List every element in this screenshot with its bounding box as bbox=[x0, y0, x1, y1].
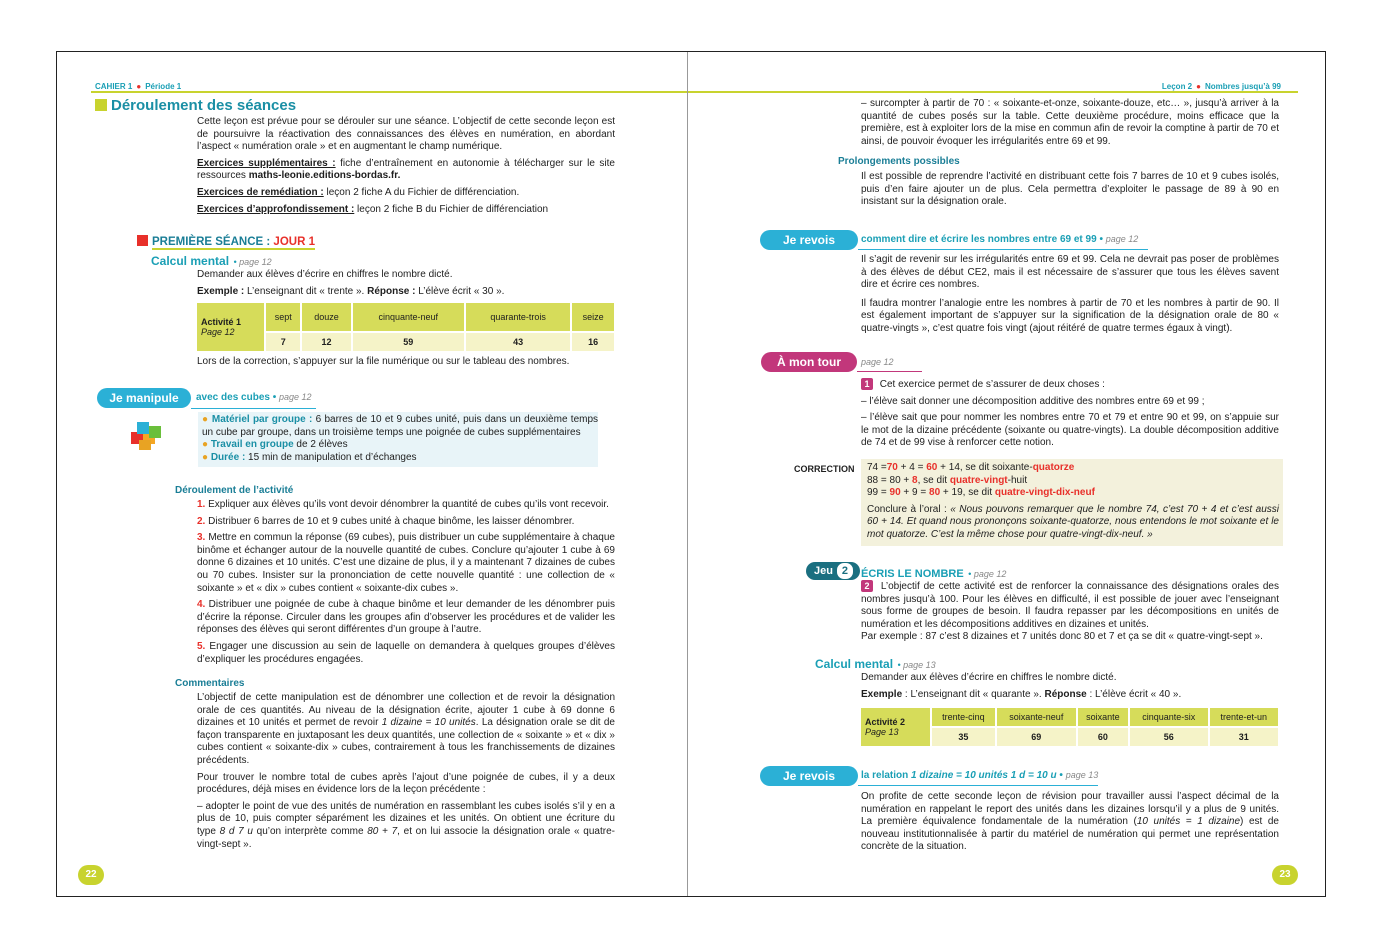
calcul-mental-text: Demander aux élèves d’écrire en chiffres le nombre dicté. Exemple : L’enseignant dit « trente ». Réponse : L’élève écrit « 30 ». bbox=[197, 269, 505, 297]
header-periode: Période 1 bbox=[145, 82, 182, 91]
remed-line: Exercices de remédiation : leçon 2 fiche A du Fichier de différenciation. bbox=[197, 186, 520, 198]
correction-label: CORRECTION bbox=[794, 464, 855, 474]
amontour-page: page 12 bbox=[861, 357, 894, 367]
page-number-left: 22 bbox=[78, 865, 104, 885]
table1-word: cinquante-neuf bbox=[353, 303, 465, 331]
table2-value: 35 bbox=[932, 728, 995, 746]
activity-table-2: Activité 2 Page 13 trente-cinq soixante-neuf soixante cinquante-six trente-et-un 35 69 60 56 31 bbox=[859, 706, 1280, 748]
left-header: CAHIER 1 ● Période 1 bbox=[95, 82, 182, 91]
table2-value: 31 bbox=[1210, 728, 1278, 746]
table1-word: sept bbox=[266, 303, 300, 331]
cubes-icon bbox=[129, 420, 163, 452]
table2-word: trente-et-un bbox=[1210, 708, 1278, 726]
commentaires-title: Commentaires bbox=[175, 678, 245, 689]
right-page bbox=[688, 52, 1325, 896]
seance-title: PREMIÈRE SÉANCE : JOUR 1 bbox=[137, 235, 315, 248]
revois2-text: On profite de cette seconde leçon de révision pour travailler aussi l’aspect décimal de la numération en rappelant le report des unités dans les dizaines lorsqu’il y a plus de 9 unités. La première équivalence fondamentale de la numération (10 unités = 1 dizaine) est de nouveau institutionnalisée à partir du matériel de numération qui permet une représentation concrète de la situation. bbox=[861, 791, 1279, 853]
revois2-link: la relation 1 dizaine = 10 unités 1 d = 10 u • page 13 bbox=[861, 770, 1099, 781]
materiel-box: ● Matériel par groupe : 6 barres de 10 et 9 cubes unité, puis dans un deuxième temps un cube par groupe, dans un troisième temps une poignée de cubes supplémentaires ● Travail en groupe de 2 élèves ● Durée : 15 min de manipulation et d’échanges bbox=[198, 412, 598, 467]
je-revois-pill: Je revois bbox=[760, 230, 858, 250]
revois1-link: comment dire et écrire les nombres entre 69 et 99 • page 12 bbox=[861, 234, 1139, 245]
jeu-badge: Jeu 2 bbox=[806, 562, 860, 580]
calcul-mental-text-2: Demander aux élèves d’écrire en chiffres le nombre dicté. Exemple : L’enseignant dit « quarante ». Réponse : L’élève écrit « 40 ». bbox=[861, 672, 1182, 700]
right-header: Leçon 2 ● Nombres jusqu’à 99 bbox=[1161, 82, 1281, 91]
exercise-2: 2 L’objectif de cette activité est de renforcer la connaissance des désignations orales des nombres jusqu’à 100. Pour les élèves en difficulté, il est possible de jouer avec l’enseignant sous forme de groupes de besoin. Il faudra repasser par les décompositions en unités de numération et les décompositions additives en dizaines et unités. Par exemple : 87 c’est 8 dizaines et 7 unités donc 80 et 7 et ça se dit « quatre-vingt-sept ». bbox=[861, 581, 1279, 643]
page-number-right: 23 bbox=[1272, 865, 1298, 885]
table1-value: 12 bbox=[302, 333, 350, 351]
step-item: 2. Distribuer 6 barres de 10 et 9 cubes unité à chaque binôme, les laisser dénombrer. bbox=[197, 515, 575, 527]
prolongements-title: Prolongements possibles bbox=[838, 156, 960, 167]
exercise-2-badge: 2 bbox=[861, 580, 873, 592]
top-text: – surcompter à partir de 70 : « soixante-et-onze, soixante-douze, etc… », jusqu’à arriver à la quantité de cubes posés sur la table. Cette deuxième procédure, moins efficace que la première, est à exploiter lors de la mise en commun afin de revoir la comptine à partir de 70 et ainsi, de pouvoir évoquer les irrégularités entre 69 et 99. bbox=[861, 98, 1279, 147]
site-link[interactable]: maths-leonie.editions-bordas.fr. bbox=[248, 170, 401, 182]
activity-table-1: Activité 1 Page 12 sept douze cinquante-neuf quarante-trois seize 7 12 59 43 16 bbox=[195, 301, 616, 353]
exercise-1: 1 Cet exercice permet de s’assurer de deux choses : – l’élève sait donner une décomposition additive des nombres entre 69 et 99 ; – l’élève sait que pour nommer les nombres entre 70 et 79 et entre 90 et 99, on s’appuie sur le mot de la dizaine précédente (soixante ou quatre-vingts). La double décomposition additive de 74 et de 99 vise à renforcer cette notion. bbox=[861, 379, 1279, 449]
table2-word: cinquante-six bbox=[1130, 708, 1208, 726]
steps-list bbox=[197, 499, 615, 666]
table1-value: 7 bbox=[266, 333, 300, 351]
table1-word: quarante-trois bbox=[466, 303, 570, 331]
intro-text: Cette leçon est prévue pour se dérouler sur une séance. L’objectif de cette seconde leçon est de poursuivre la réactivation des connaissances des élèves en numération, en abordant l’aspect « numération orale » et en augmentant le champ numérique. bbox=[197, 116, 615, 153]
table1-value: 16 bbox=[572, 333, 614, 351]
header-rule bbox=[91, 91, 687, 93]
step-item: 4. Distribuer une poignée de cube à chaque binôme et leur demander de les dénombrer puis d’écrire la réponse. Circuler dans les groupes afin d’observer les procédures et de valider les réponses des élèves qui seront différentes d’un groupe à l’autre. bbox=[197, 599, 615, 636]
table1-word: douze bbox=[302, 303, 350, 331]
correction-note: Lors de la correction, s’appuyer sur la file numérique ou sur le tableau des nombres. bbox=[197, 356, 570, 367]
step-item: 1. Expliquer aux élèves qu’ils vont devoir dénombrer la quantité de cubes qu’ils vont recevoir. bbox=[197, 499, 609, 510]
left-page bbox=[57, 52, 687, 896]
je-revois-pill-2: Je revois bbox=[760, 766, 858, 786]
exercise-1-badge: 1 bbox=[861, 378, 873, 390]
book-spread bbox=[56, 51, 1326, 897]
table2-value: 56 bbox=[1130, 728, 1208, 746]
table2-value: 60 bbox=[1078, 728, 1128, 746]
manipule-link: avec des cubes • page 12 bbox=[196, 392, 312, 403]
revois1-text: Il s’agit de revenir sur les irrégularités entre 69 et 99. Cela ne devrait pas poser de problèmes à des élèves de début CE2, mais il est nécessaire de s’assurer que tous les élèves savent dire et écrire ces nombres. Il faudra montrer l’analogie entre les nombres à partir de 70 et les nombres à partir de 90. Il est également important de s’appuyer sur la signification de la désignation orale de 80 « quatre-vingts », c’est quatre fois vingt (ajout réitéré de quatre termes égaux à vingt). bbox=[861, 254, 1279, 334]
table2-word: trente-cinq bbox=[932, 708, 995, 726]
header-cahier: CAHIER 1 bbox=[95, 82, 133, 91]
correction-box: 74 =70 + 4 = 60 + 14, se dit soixante-quatorze 88 = 80 + 8, se dit quatre-vingt-huit 99 = 90 + 9 = 80 + 19, se dit quatre-vingt-dix-neuf Conclure à l’oral : « Nous pouvons remarquer que le nombre 74, c’est 70 + 4 et c’est aussi 60 + 14. Et quand nous prononçons soixante-quatorze, nous entendons le mot soixante et le mot quatorze. C’est la même chose pour quatre-vingt-dix-neuf. » bbox=[861, 459, 1283, 546]
prolongements-text: Il est possible de reprendre l’activité en distribuant cette fois 7 barres de 10 et 9 cubes isolés, puis d’en faire ajouter un de plus. Cela permettra d’exploiter le passage de 89 à 90 en insistant sur la désignation orale. bbox=[861, 171, 1279, 208]
appro-line: Exercices d’approfondissement : leçon 2 fiche B du Fichier de différenciation bbox=[197, 203, 549, 215]
supp-line: Exercices supplémentaires : fiche d’entraînement en autonomie à télécharger sur le site ressources maths-leonie.editions-bordas.fr. bbox=[197, 157, 615, 182]
je-manipule-pill: Je manipule bbox=[97, 388, 191, 408]
table1-value: 59 bbox=[353, 333, 465, 351]
calcul-mental-title: Calcul mental • page 12 bbox=[151, 254, 272, 268]
step-item: 5. Engager une discussion au sein de laquelle on demandera à quelques groupes d’élèves d’expliquer les procédures engagées. bbox=[197, 640, 615, 665]
table2-word: soixante-neuf bbox=[997, 708, 1076, 726]
table2-value: 69 bbox=[997, 728, 1076, 746]
intro-block bbox=[197, 116, 615, 216]
deroulement-title: Déroulement de l’activité bbox=[175, 485, 294, 496]
table1-word: seize bbox=[572, 303, 614, 331]
calcul-mental-title-2: Calcul mental • page 13 bbox=[815, 657, 936, 671]
jeu-title: ÉCRIS LE NOMBRE • page 12 bbox=[861, 568, 1007, 580]
a-mon-tour-pill: À mon tour bbox=[761, 352, 857, 372]
step-item: 3. Mettre en commun la réponse (69 cubes), puis distribuer un cube supplémentaire à chaque binôme et échanger autour de la nouvelle quantité de cubes. Conclure qu’ajouter 1 cube à 69 donne 6 dizaines et 10 unités. C’est une dizaine de plus, il y a maintenant 7 dizaines de cubes ou 70 cubes. Insister sur la prononciation de cette nouvelle quantité : une collection de « soixante » et « dix » cubes contient « soixante-dix cubes ». bbox=[197, 532, 615, 594]
table1-value: 43 bbox=[466, 333, 570, 351]
table2-word: soixante bbox=[1078, 708, 1128, 726]
commentaires-block: L’objectif de cette manipulation est de dénombrer une collection et de revoir la désignation orale de ces quantités. Au niveau de la désignation écrite, ajouter 1 cube à 69 donne 6 dizaines et 10 unités et permet de revoir 1 dizaine = 10 unités. La désignation orale se dit de façon transparente en juxtaposant les deux quantités, une collection de « soixante » et « dix » cubes contient « soixante-dix » cubes, contrairement à tous les franchissements de dizaines précédents. Pour trouver le nombre total de cubes après l’ajout d’une poignée de cubes, il y a deux procédures, déjà mises en évidence lors de la leçon précédente : – adopter le point de vue des unités de numération en rassemblant les cubes isolés s’il y en a plus de 10, puis compter séparément les dizaines et les unités. On obtient une écriture du type 8 d 7 u qu’on interprète comme 80 + 7, et on lui associe la désignation orale « quatre-vingt-sept ». bbox=[197, 692, 615, 850]
section-title: Déroulement des séances bbox=[95, 97, 296, 115]
